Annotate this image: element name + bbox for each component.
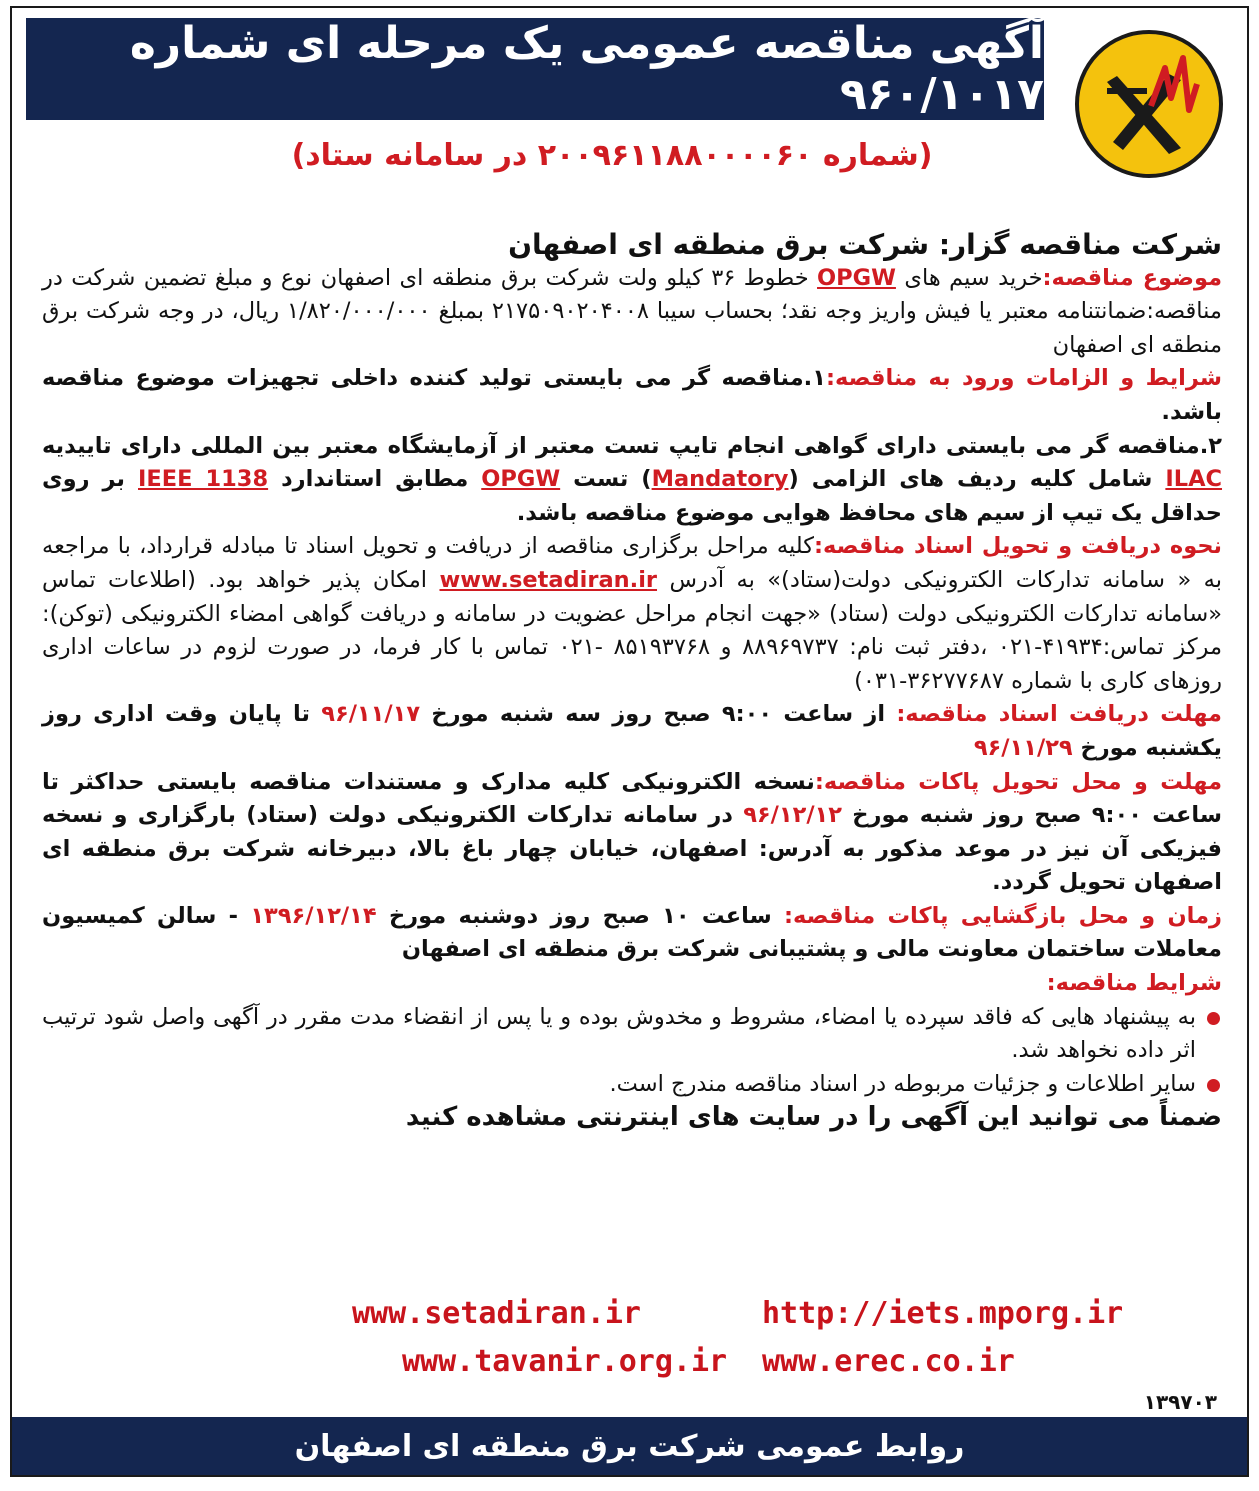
terms-heading bbox=[42, 967, 1222, 1001]
deadline-text-1: از ساعت ۹:۰۰ صبح روز سه شنبه مورخ bbox=[420, 701, 897, 728]
condition-2-text-e: بر روی حداقل یک تیپ از سیم های محافظ هوایی موضوع مناقصه باشد. bbox=[42, 466, 1222, 526]
opgw-term-2: OPGW bbox=[481, 466, 561, 493]
docs-text-2: امکان پذیر خواهد بود. (اطلاعات تماس «سامانه تدارکات الکترونیکی دولت (ستاد) «جهت انجام مراحل عضویت در سامانه و دریافت گواهی امضاء الکترونیکی (توکن): مرکز تماس:۴۱۹۳۴-۰۲۱ ،دفتر ثبت نام: ۸۸۹۶۹۷۳۷ و ۸۵۱۹۳۷۶۸ -۰۲۱ تماس با کار فرما، در صورت لزوم در ساعات اداری روزهای کاری با شماره ۳۶۲۷۷۶۸۷-۰۳۱) bbox=[42, 566, 1222, 694]
condition-2-text-b: شامل کلیه ردیف های الزامی ( bbox=[788, 466, 1166, 493]
ieee-term: IEEE 1138 bbox=[138, 466, 269, 493]
terms-item-2 bbox=[42, 1068, 1222, 1102]
condition-2-text-d: مطابق استاندارد bbox=[268, 466, 482, 493]
opening-text-1: ساعت ۱۰ صبح روز دوشنبه مورخ bbox=[376, 902, 785, 929]
public-relations-text: روابط عمومی شرکت برق منطقه ای اصفهان bbox=[294, 1428, 965, 1464]
document-deadline bbox=[42, 698, 1222, 765]
opening-text-2: - سالن کمیسیون معاملات ساختمان معاونت مالی و پشتیبانی شرکت برق منطقه ای اصفهان bbox=[42, 902, 1222, 963]
terms-label: شرایط مناقصه: bbox=[1046, 970, 1222, 997]
condition-1: ۱.مناقصه گر می بایستی تولید کننده داخلی تجهیزات موضوع مناقصه باشد. bbox=[42, 365, 1222, 425]
ilac-term: ILAC bbox=[1165, 466, 1223, 493]
delivery-date: ۹۶/۱۲/۱۲ bbox=[743, 802, 843, 829]
document-procedure bbox=[42, 530, 1222, 698]
notice-title: آگهی مناقصه عمومی یک مرحله ای شماره ۹۶۰/۱۰۱۷ bbox=[129, 18, 1044, 120]
public-relations-banner bbox=[12, 1417, 1247, 1475]
delivery-text-1: نسخه الکترونیکی کلیه مدارک و مستندات مناقصه بایستی حداکثر تا ساعت ۹:۰۰ صبح روز شنبه مورخ bbox=[42, 768, 1222, 829]
bullet-dot-icon bbox=[1207, 1079, 1220, 1092]
notice-title-banner bbox=[26, 18, 1044, 120]
envelope-delivery bbox=[42, 766, 1222, 900]
condition-2-text-a: ۲.مناقصه گر می بایستی دارای گواهی انجام تایپ تست معتبر از آزمایشگاه معتبر بین المللی دارای تاییدیه bbox=[42, 432, 1222, 459]
erec-link[interactable]: www.erec.co.ir bbox=[762, 1344, 1015, 1379]
subject-text-2: خطوط ۳۶ کیلو ولت شرکت برق منطقه ای اصفهان نوع و مبلغ تضمین شرکت در مناقصه:ضمانتنامه معتبر یا فیش واریز وجه نقد؛ بحساب سیبا ۲۱۷۵۰۹۰۲۰۴۰۰۸ بمبلغ ۱/۸۲۰/۰۰۰/۰۰۰ ریال، در وجه شرکت برق منطقه ای اصفهان bbox=[42, 264, 1222, 358]
terms-item-1 bbox=[42, 1001, 1222, 1068]
deadline-text-2: تا پایان وقت اداری روز یکشنبه مورخ bbox=[42, 701, 1222, 761]
entry-conditions bbox=[42, 362, 1222, 429]
tendering-company: شرکت مناقصه گزار: شرکت برق منطقه ای اصفهان bbox=[508, 228, 1222, 261]
tavanir-logo-icon bbox=[1073, 28, 1225, 180]
docs-label: نحوه دریافت و تحویل اسناد مناقصه: bbox=[813, 533, 1222, 560]
subject-label: موضوع مناقصه: bbox=[1042, 264, 1223, 291]
ad-code: ۱۳۹۷۰۳ bbox=[1143, 1390, 1217, 1414]
setad-number: (شماره ۲۰۰۹۶۱۱۸۸۰۰۰۰۶۰ در سامانه ستاد) bbox=[291, 138, 933, 173]
docs-text-1: کلیه مراحل برگزاری مناقصه از دریافت و تحویل اسناد تا مبادله قرارداد، با مراجعه به « سامانه تدارکات الکترونیکی دولت(ستاد)» به آدرس bbox=[42, 533, 1223, 593]
website-note: ضمناً می توانید این آگهی را در سایت های اینترنتی مشاهده کنید bbox=[405, 1102, 1222, 1133]
opening-date: ۱۳۹۶/۱۲/۱۴ bbox=[250, 902, 377, 929]
terms-item-1-text: به پیشنهاد هایی که فاقد سپرده یا امضاء، مشروط و مخدوش بوده و یا پس از انقضاء مدت مقرر در آگهی واصل شود ترتیب اثر داده نخواهد شد. bbox=[42, 1003, 1196, 1064]
deadline-date-2: ۹۶/۱۱/۲۹ bbox=[973, 734, 1073, 761]
deadline-date-1: ۹۶/۱۱/۱۷ bbox=[321, 701, 421, 728]
terms-item-2-text: سایر اطلاعات و جزئیات مربوطه در اسناد مناقصه مندرج است. bbox=[609, 1070, 1196, 1097]
deadline-label: مهلت دریافت اسناد مناقصه: bbox=[896, 701, 1222, 728]
opening-label: زمان و محل بازگشایی پاکات مناقصه: bbox=[784, 902, 1222, 929]
setadiran-link[interactable]: www.setadiran.ir bbox=[439, 566, 658, 593]
setadiran-footer-link[interactable]: www.setadiran.ir bbox=[352, 1296, 641, 1331]
tender-subject bbox=[42, 262, 1222, 363]
tender-notice bbox=[10, 6, 1249, 1477]
delivery-text-2: در سامانه تدارکات الکترونیکی دولت (ستاد) بارگزاری و نسخه فیزیکی آن نیز در موعد مذکور به آدرس: اصفهان، خیابان چهار باغ بالا، دبیرخانه شرکت برق منطقه ای اصفهان تحویل گردد. bbox=[42, 802, 1222, 896]
tavanir-link[interactable]: www.tavanir.org.ir bbox=[402, 1344, 728, 1379]
iets-link[interactable]: http://iets.mporg.ir bbox=[762, 1296, 1124, 1331]
condition-2-text-c: ) تست bbox=[560, 466, 652, 493]
mandatory-term: Mandatory bbox=[651, 466, 789, 493]
notice-body bbox=[42, 228, 1222, 1135]
conditions-label: شرایط و الزامات ورود به مناقصه: bbox=[825, 365, 1222, 392]
subject-text-1: خرید سیم های bbox=[895, 264, 1043, 291]
opgw-term: OPGW bbox=[817, 264, 896, 291]
envelope-opening bbox=[42, 900, 1222, 967]
condition-2 bbox=[42, 430, 1222, 531]
bullet-dot-icon bbox=[1207, 1012, 1220, 1025]
delivery-label: مهلت و محل تحویل پاکات مناقصه: bbox=[814, 768, 1223, 795]
